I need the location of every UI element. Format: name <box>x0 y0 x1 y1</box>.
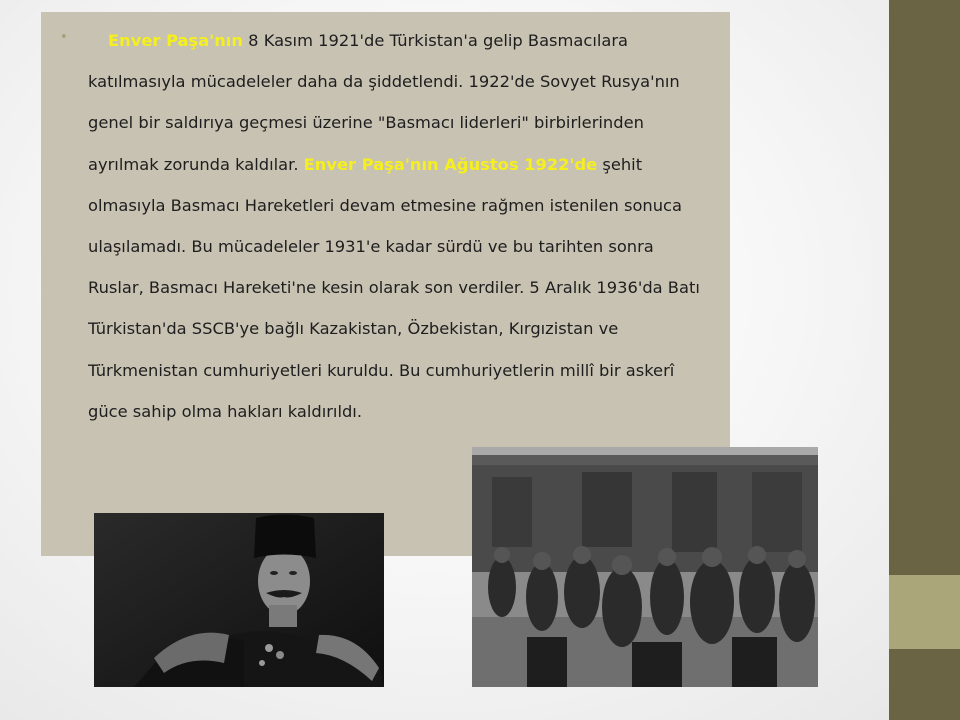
crowd-image <box>472 447 818 687</box>
portrait-image <box>94 513 384 687</box>
bullet-icon: • <box>60 30 68 45</box>
highlight-enver-pasa: Enver Paşa'nın <box>108 31 243 50</box>
paragraph-text-2: şehit olmasıyla Basmacı Hareketleri devam etmesine rağmen istenilen sonuca ulaşılamadı. Bu mücadeleler 1931'e kadar sürdü ve bu tarihten sonra Ruslar, Basmacı Hareketi'ne kesin olarak son verdiler. 5 Aralık 1936'da Batı Türkistan'da SSCB'ye bağlı Kazakistan, Özbekistan, Kırgızistan ve Türkmenistan cumhuriyetleri kuruldu. Bu cumhuriyetlerin millî bir askerî güce sahip olma hakları kaldırıldı. <box>88 154 700 421</box>
highlight-enver-pasa-date: Enver Paşa'nın Ağustos 1922'de <box>303 154 598 174</box>
body-paragraph <box>88 20 713 432</box>
decorative-bar-bottom <box>889 649 960 720</box>
paragraph-text-1: 8 Kasım 1921'de Türkistan'a gelip Basmacılara katılmasıyla mücadeleler daha da şiddetlendi. 1922'de Sovyet Rusya'nın genel bir saldırıya geçmesi üzerine "Basmacı liderleri" birbirlerinden ayrılmak zorunda kaldılar. <box>88 31 680 174</box>
decorative-bar-middle <box>889 575 960 649</box>
portrait-photo <box>94 513 384 687</box>
crowd-photo <box>472 447 818 687</box>
decorative-bar-top <box>889 0 960 575</box>
